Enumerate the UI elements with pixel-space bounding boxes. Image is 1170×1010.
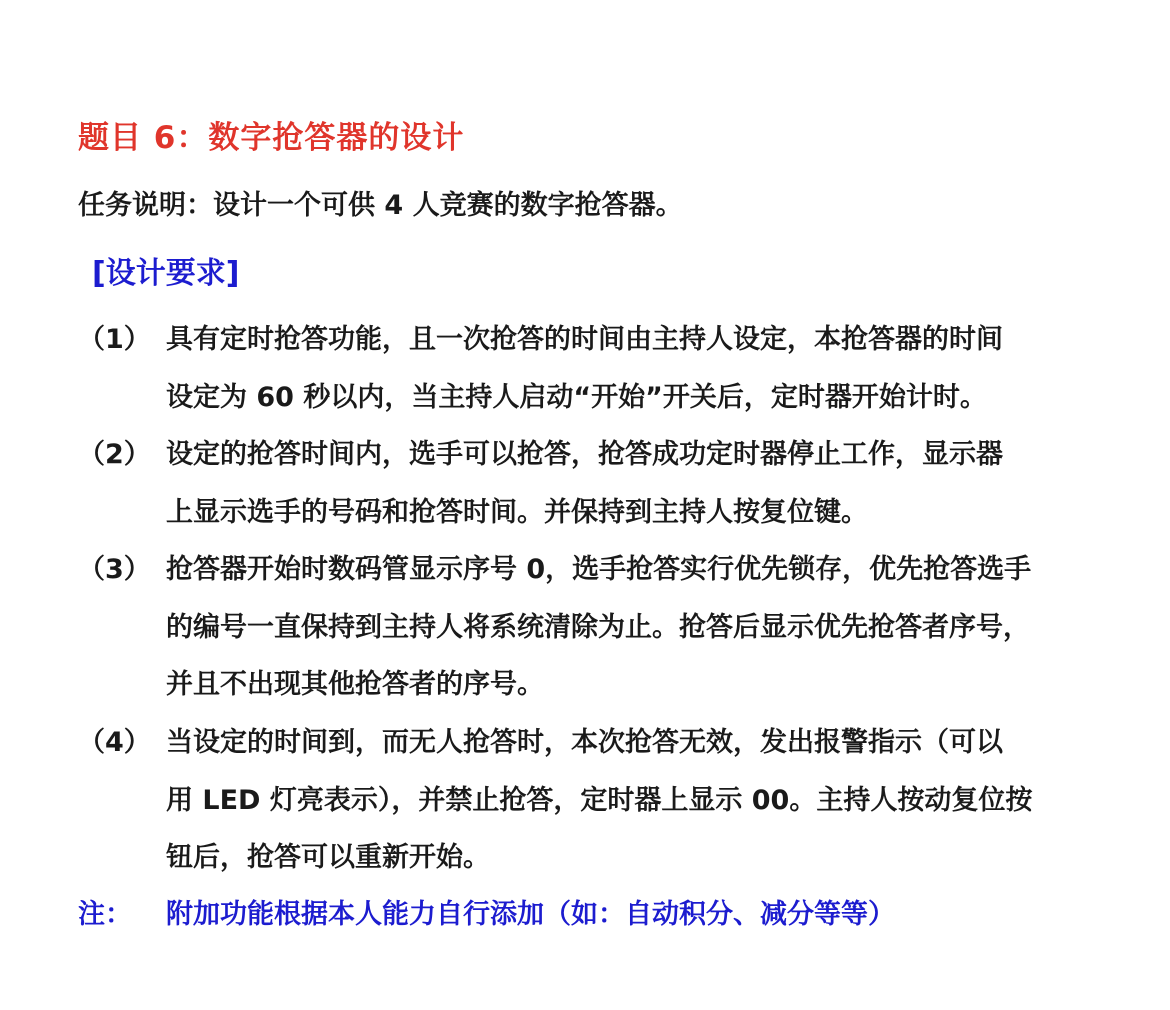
requirement-line: 具有定时抢答功能，且一次抢答的时间由主持人设定，本抢答器的时间 <box>166 324 1003 355</box>
requirement-line: 设定的抢答时间内，选手可以抢答，抢答成功定时器停止工作，显示器 <box>166 439 1003 470</box>
requirement-line: 并且不出现其他抢答者的序号。 <box>166 669 544 700</box>
requirement-number: （1） <box>78 324 151 355</box>
requirement-2 <box>78 426 1118 541</box>
note-label: 注： <box>78 899 132 930</box>
document-title: 题目 6：数字抢答器的设计 <box>78 120 465 156</box>
requirement-line: 钮后，抢答可以重新开始。 <box>166 842 490 873</box>
task-description: 任务说明：设计一个可供 4 人竞赛的数字抢答器。 <box>78 190 683 221</box>
note-text: 附加功能根据本人能力自行添加（如：自动积分、减分等等） <box>166 899 895 930</box>
requirement-3 <box>78 541 1118 714</box>
requirement-line: 抢答器开始时数码管显示序号 0，选手抢答实行优先锁存，优先抢答选手 <box>166 554 1032 585</box>
requirement-number: （4） <box>78 727 151 758</box>
section-heading-design-requirements: [设计要求] <box>92 256 240 291</box>
requirement-1 <box>78 311 1118 426</box>
requirement-line: 的编号一直保持到主持人将系统清除为止。抢答后显示优先抢答者序号， <box>166 611 1030 643</box>
requirement-line: 用 LED 灯亮表示），并禁止抢答，定时器上显示 00。主持人按动复位按 <box>166 784 1033 816</box>
requirement-number: （3） <box>78 554 151 585</box>
requirement-line: 上显示选手的号码和抢答时间。并保持到主持人按复位键。 <box>166 496 868 528</box>
requirement-line: 设定为 60 秒以内，当主持人启动“开始”开关后，定时器开始计时。 <box>166 381 987 413</box>
requirement-line: 当设定的时间到，而无人抢答时，本次抢答无效，发出报警指示（可以 <box>166 727 1003 758</box>
note <box>78 893 895 937</box>
requirement-4 <box>78 714 1118 887</box>
requirement-number: （2） <box>78 439 151 470</box>
